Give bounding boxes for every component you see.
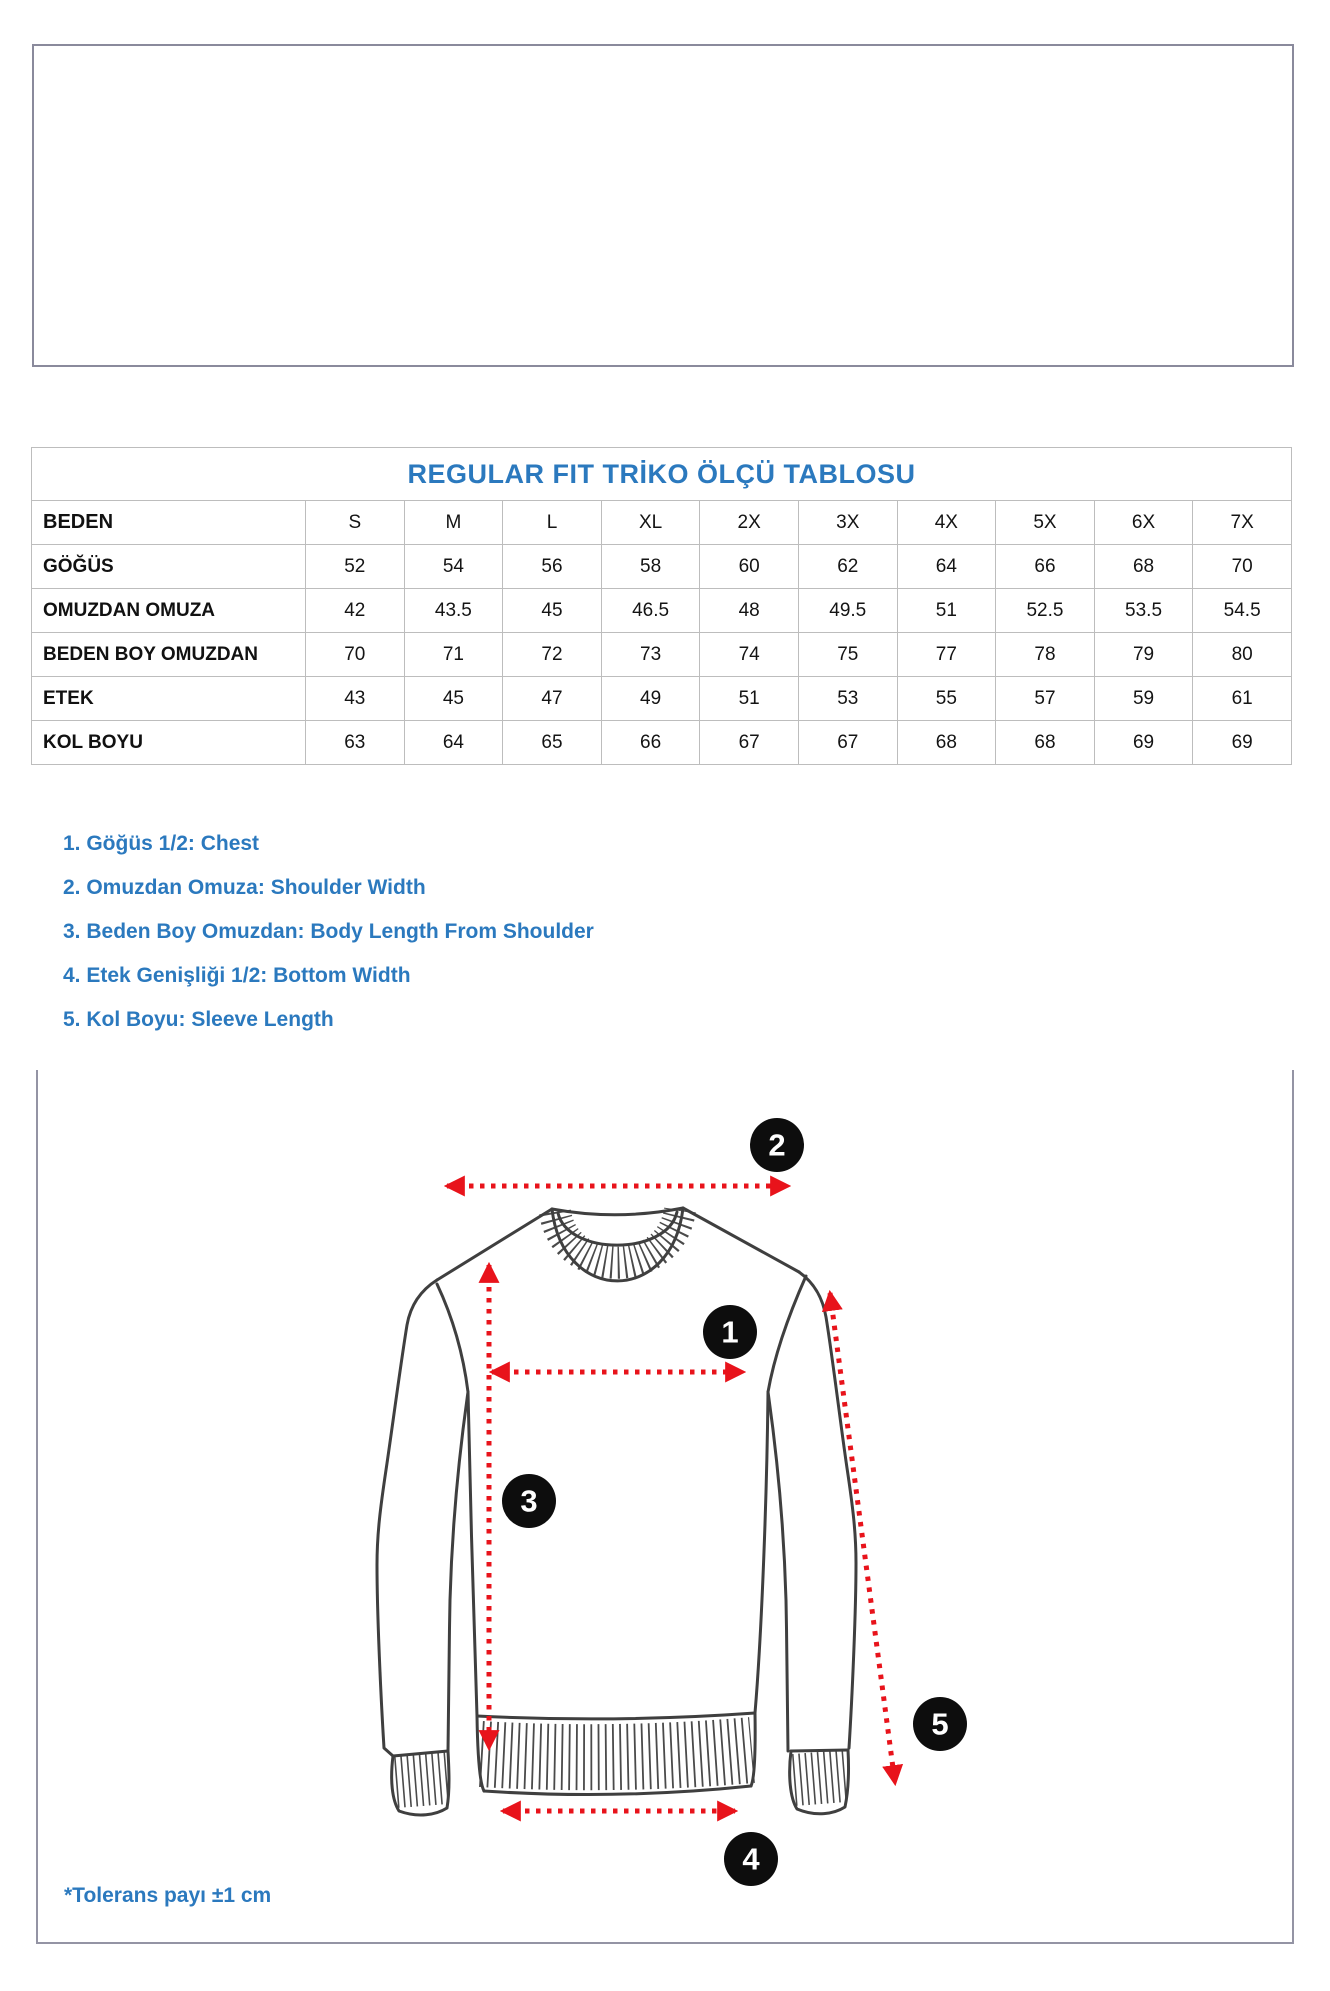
measurement-cell: 75 <box>798 633 897 677</box>
measurement-cell: 49.5 <box>798 589 897 633</box>
measurement-cell: 48 <box>700 589 799 633</box>
measurement-cell: 43 <box>306 677 405 721</box>
sweater-outline <box>377 1208 856 1815</box>
size-header-row <box>32 501 1292 545</box>
badge-1 <box>703 1305 757 1359</box>
measurement-cell: 51 <box>897 589 996 633</box>
badge-4-label: 4 <box>742 1841 760 1877</box>
table-row <box>32 633 1292 677</box>
legend-note: 4. Etek Genişliği 1/2: Bottom Width <box>63 964 411 987</box>
measurement-cell: 59 <box>1094 677 1193 721</box>
size-table <box>31 447 1292 765</box>
legend-note: 2. Omuzdan Omuza: Shoulder Width <box>63 876 426 899</box>
measurement-cell: 68 <box>897 721 996 765</box>
measurement-cell: 62 <box>798 545 897 589</box>
measurement-cell: 58 <box>601 545 700 589</box>
row-label: BEDEN BOY OMUZDAN <box>32 633 306 677</box>
measurement-cell: 67 <box>700 721 799 765</box>
row-label: GÖĞÜS <box>32 545 306 589</box>
measurement-cell: 51 <box>700 677 799 721</box>
measurement-cell: 53.5 <box>1094 589 1193 633</box>
badge-1-label: 1 <box>721 1314 739 1350</box>
size-column-header: 7X <box>1193 501 1292 545</box>
row-label: ETEK <box>32 677 306 721</box>
row-label: KOL BOYU <box>32 721 306 765</box>
measurement-cell: 45 <box>404 677 503 721</box>
measurement-cell: 56 <box>503 545 602 589</box>
size-column-header: S <box>306 501 405 545</box>
measurement-cell: 63 <box>306 721 405 765</box>
badge-5-label: 5 <box>931 1706 949 1742</box>
size-column-header: 4X <box>897 501 996 545</box>
measurement-cell: 52 <box>306 545 405 589</box>
legend-note: 3. Beden Boy Omuzdan: Body Length From Shoulder <box>63 920 594 943</box>
measurement-cell: 65 <box>503 721 602 765</box>
table-row <box>32 589 1292 633</box>
row-label: OMUZDAN OMUZA <box>32 589 306 633</box>
measurement-cell: 46.5 <box>601 589 700 633</box>
table-title-row <box>32 448 1292 501</box>
measurement-cell: 61 <box>1193 677 1292 721</box>
measurement-cell: 70 <box>306 633 405 677</box>
measurement-cell: 49 <box>601 677 700 721</box>
legend-note: 5. Kol Boyu: Sleeve Length <box>63 1008 334 1031</box>
table-row <box>32 677 1292 721</box>
measurement-cell: 69 <box>1193 721 1292 765</box>
badge-4 <box>724 1832 778 1886</box>
measurement-cell: 64 <box>404 721 503 765</box>
sweater-measurement-diagram <box>280 1085 1040 1895</box>
measurement-cell: 53 <box>798 677 897 721</box>
measurement-cell: 43.5 <box>404 589 503 633</box>
measurement-cell: 54 <box>404 545 503 589</box>
sweater-ribbing <box>396 1210 845 1782</box>
product-image-frame <box>32 44 1294 367</box>
measurement-cell: 68 <box>996 721 1095 765</box>
size-column-header: XL <box>601 501 700 545</box>
legend-note: 1. Göğüs 1/2: Chest <box>63 832 260 855</box>
measurement-cell: 64 <box>897 545 996 589</box>
measurement-cell: 66 <box>601 721 700 765</box>
measurement-cell: 79 <box>1094 633 1193 677</box>
size-column-header: M <box>404 501 503 545</box>
measurement-cell: 66 <box>996 545 1095 589</box>
measurement-cell: 42 <box>306 589 405 633</box>
table-row <box>32 545 1292 589</box>
measurement-cell: 55 <box>897 677 996 721</box>
measurement-cell: 78 <box>996 633 1095 677</box>
measurement-cell: 52.5 <box>996 589 1095 633</box>
badge-3-label: 3 <box>520 1483 538 1519</box>
sleeve-length-arrow <box>830 1293 895 1783</box>
size-header-label: BEDEN <box>32 501 306 545</box>
measurement-cell: 70 <box>1193 545 1292 589</box>
measurement-cell: 73 <box>601 633 700 677</box>
measurement-cell: 57 <box>996 677 1095 721</box>
measurement-cell: 68 <box>1094 545 1193 589</box>
size-column-header: 6X <box>1094 501 1193 545</box>
table-title: REGULAR FIT TRİKO ÖLÇÜ TABLOSU <box>407 458 916 489</box>
size-column-header: 2X <box>700 501 799 545</box>
badge-3 <box>502 1474 556 1528</box>
measurement-legend <box>63 822 963 1042</box>
measurement-cell: 67 <box>798 721 897 765</box>
size-column-header: 5X <box>996 501 1095 545</box>
table-row <box>32 721 1292 765</box>
size-column-header: 3X <box>798 501 897 545</box>
badge-5 <box>913 1697 967 1751</box>
measurement-cell: 72 <box>503 633 602 677</box>
measurement-cell: 60 <box>700 545 799 589</box>
measurement-cell: 71 <box>404 633 503 677</box>
badge-2-label: 2 <box>768 1127 786 1163</box>
size-column-header: L <box>503 501 602 545</box>
measurement-cell: 77 <box>897 633 996 677</box>
measurement-cell: 45 <box>503 589 602 633</box>
measurement-cell: 74 <box>700 633 799 677</box>
badge-2 <box>750 1118 804 1172</box>
measurement-cell: 80 <box>1193 633 1292 677</box>
tolerance-note: *Tolerans payı ±1 cm <box>64 1884 272 1907</box>
measurement-cell: 54.5 <box>1193 589 1292 633</box>
measurement-cell: 69 <box>1094 721 1193 765</box>
measurement-cell: 47 <box>503 677 602 721</box>
